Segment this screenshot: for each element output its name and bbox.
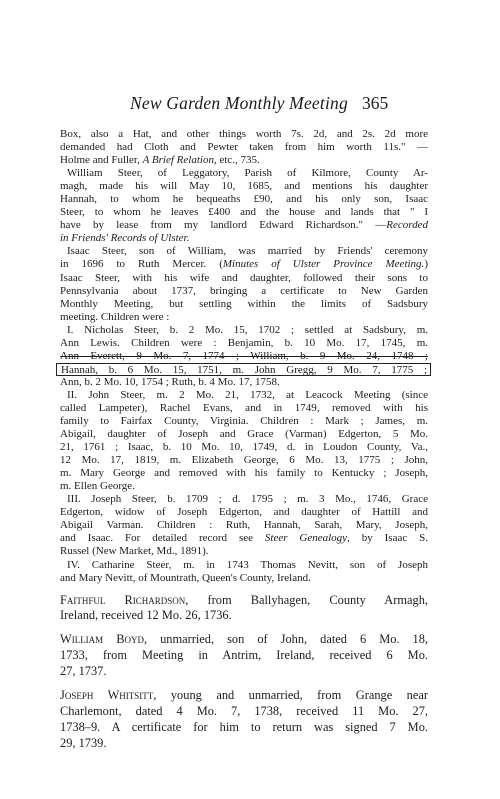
text-line [60,648,428,664]
italic-text: Recorded [386,219,428,232]
text-line [60,141,428,154]
italic-text: A Brief Relation [142,154,214,167]
line-text: Edgerton, widow of Joseph Edgerton, and daughter of Hattill and [60,506,428,519]
line-text: Holme and Fuller, [60,154,143,167]
line-text: Steer, to whom he leaves £400 and the house and lands that " I [60,206,428,219]
line-text: , young and unmarried, from Grange near [153,688,429,703]
line-text: meeting. Children were : [60,310,170,323]
certificate-entry [60,593,428,625]
text-line [60,736,428,752]
line-text: , etc., 735. [213,154,260,167]
text-line [60,532,428,545]
text-line [60,285,428,298]
text-line [60,428,428,441]
line-text: Isaac Steer, with his wife and daughter, followed their sons to [60,271,428,284]
page-header [0,93,500,113]
line-text: William Steer, of Leggatory, Parish of Kilmore, County Ar- [67,167,428,180]
line-text: Box, also a Hat, and other things worth 7s. 2d, and 2s. 2d more [60,128,428,140]
text-line [60,593,428,609]
line-text: Hannah, b. 6 Mo. 15, 1751, m. John Gregg, 9 Mo. 7, 1775 ; [61,363,427,376]
text-line [60,506,428,519]
line-text: 12 Mo. 17, 1819, m. Elizabeth George, 6 Mo. 13, 1775 ; John, [60,454,428,467]
text-line [60,128,428,141]
line-text: magh, made his will May 10, 1685, and mentions his daughter [60,180,428,193]
line-text: 1738–9. A certificate for him to return was signed 7 Mo. [60,719,428,734]
line-text: demanded had Cloth and Pewter taken from him worth 11s." — [60,141,428,154]
paragraph [60,167,428,245]
paragraph [60,324,428,389]
line-text: Pennsylvania about 1737, bringing a certificate to New Garden [60,284,428,297]
text-line [60,467,428,480]
text-line [60,193,428,206]
text-line [60,664,428,680]
text-line [60,720,428,736]
text-line [60,441,428,454]
paragraph [60,245,428,323]
line-text: Charlemont, dated 4 Mo. 7, 1738, received 11 Mo. 27, [60,703,428,718]
page-number: 365 [362,93,389,113]
paragraph [60,493,428,558]
entry-name: William Boyd [60,632,144,647]
line-text: Hannah, to whom he bequeaths £90, and his only son, Isaac [60,193,428,206]
certificate-entry [60,688,428,752]
highlighted-line [56,363,431,376]
text-line [60,167,428,180]
text-line [60,324,428,337]
line-text: Ann Everett, 9 Mo. 7, 1774 ; William, b. 9 Mo. 24, 1748 ; [60,349,428,362]
text-line [60,480,428,493]
line-text: IV. Catharine Steer, m. in 1743 Thomas Nevitt, son of Joseph [67,558,428,571]
text-line [60,311,428,324]
text-line [60,206,428,219]
text-line [60,688,428,704]
text-line [60,493,428,506]
text-line [60,608,428,624]
italic-text: in Friends' Records of Ulster. [60,232,190,245]
line-text: Ireland, received 12 Mo. 26, 1736. [60,608,232,623]
text-line [60,232,428,245]
line-text: Russel (New Market, Md., 1891). [60,545,209,558]
text-line [60,572,428,585]
text-line [60,298,428,311]
text-line [60,337,428,350]
text-line [60,272,428,285]
text-line [60,350,428,363]
line-text: Ann Lewis. Children were : Benjamin, b. 10 Mo. 17, 1745, m. [60,336,428,349]
text-line [60,454,428,467]
line-text: ) [424,258,428,271]
text-line [60,180,428,193]
line-text: m. Mary George and removed with his family to Kentucky ; Joseph, [60,467,428,480]
entry-name: Joseph Whitsitt [60,688,154,703]
page-body [60,128,428,752]
paragraph [60,128,428,167]
paragraph [60,389,428,493]
line-text: Ann, b. 2 Mo. 10, 1754 ; Ruth, b. 4 Mo. 17, 1758. [60,375,280,388]
line-text: 1733, from Meeting in Antrim, Ireland, received 6 Mo. [60,648,428,663]
entry-name: Faithful Richardson [60,592,186,607]
text-line [60,376,428,389]
text-line [60,219,428,232]
line-text: Abigail, daughter of Joseph and Grace (Varman) Edgerton, 5 Mo. [60,428,428,441]
italic-text: Minutes of Ulster Province Meeting. [222,258,425,271]
line-text: Monthly Meeting, but settling within the limits of Sadsbury [60,297,428,310]
line-text: and Isaac. For detailed record see [60,532,265,545]
italic-text: Steer Genealogy [264,532,348,545]
line-text: 21, 1761 ; Isaac, b. 10 Mo. 10, 1749, d. in Loudon County, Va., [60,441,428,454]
line-text: called Lampeter), Rachel Evans, and in 1749, removed with his [60,401,428,414]
text-line [60,559,428,572]
line-text: family to Fairfax County, Virginia. Children : Mark ; James, m. [60,414,428,427]
text-line [60,519,428,532]
line-text: II. John Steer, m. 2 Mo. 21, 1732, at Leacock Meeting (since [67,388,428,401]
line-text: m. Ellen George. [60,480,135,493]
text-line [60,402,428,415]
line-text: III. Joseph Steer, b. 1709 ; d. 1795 ; m. 3 Mo., 1746, Grace [67,493,428,506]
text-line [60,545,428,558]
text-line [60,415,428,428]
line-text: in 1696 to Ruth Mercer. ( [60,258,223,271]
line-text: I. Nicholas Steer, b. 2 Mo. 15, 1702 ; settled at Sadsbury, m. [67,323,428,336]
line-text: 27, 1737. [60,664,107,679]
line-text: Abigail Varman. Children : Ruth, Hannah, Sarah, Mary, Joseph, [60,519,428,532]
text-line [60,632,428,648]
text-line [60,245,428,258]
running-title: New Garden Monthly Meeting [130,93,348,113]
text-line [60,389,428,402]
line-text: , from Ballyhagen, County Armagh, [185,592,428,607]
line-text: have by lease from my landlord Edward Richardson." — [60,219,387,232]
line-text: Isaac Steer, son of William, was married by Friends' ceremony [67,245,428,258]
line-text: 29, 1739. [60,735,107,750]
text-line [60,258,428,271]
certificate-entry [60,632,428,680]
text-line [60,154,428,167]
line-text: , unmarried, son of John, dated 6 Mo. 18, [143,632,429,647]
paragraph [60,559,428,585]
text-line [60,704,428,720]
line-text: and Mary Nevitt, of Mountrath, Queen's County, Ireland. [60,571,311,584]
line-text: , by Isaac S. [347,532,428,545]
